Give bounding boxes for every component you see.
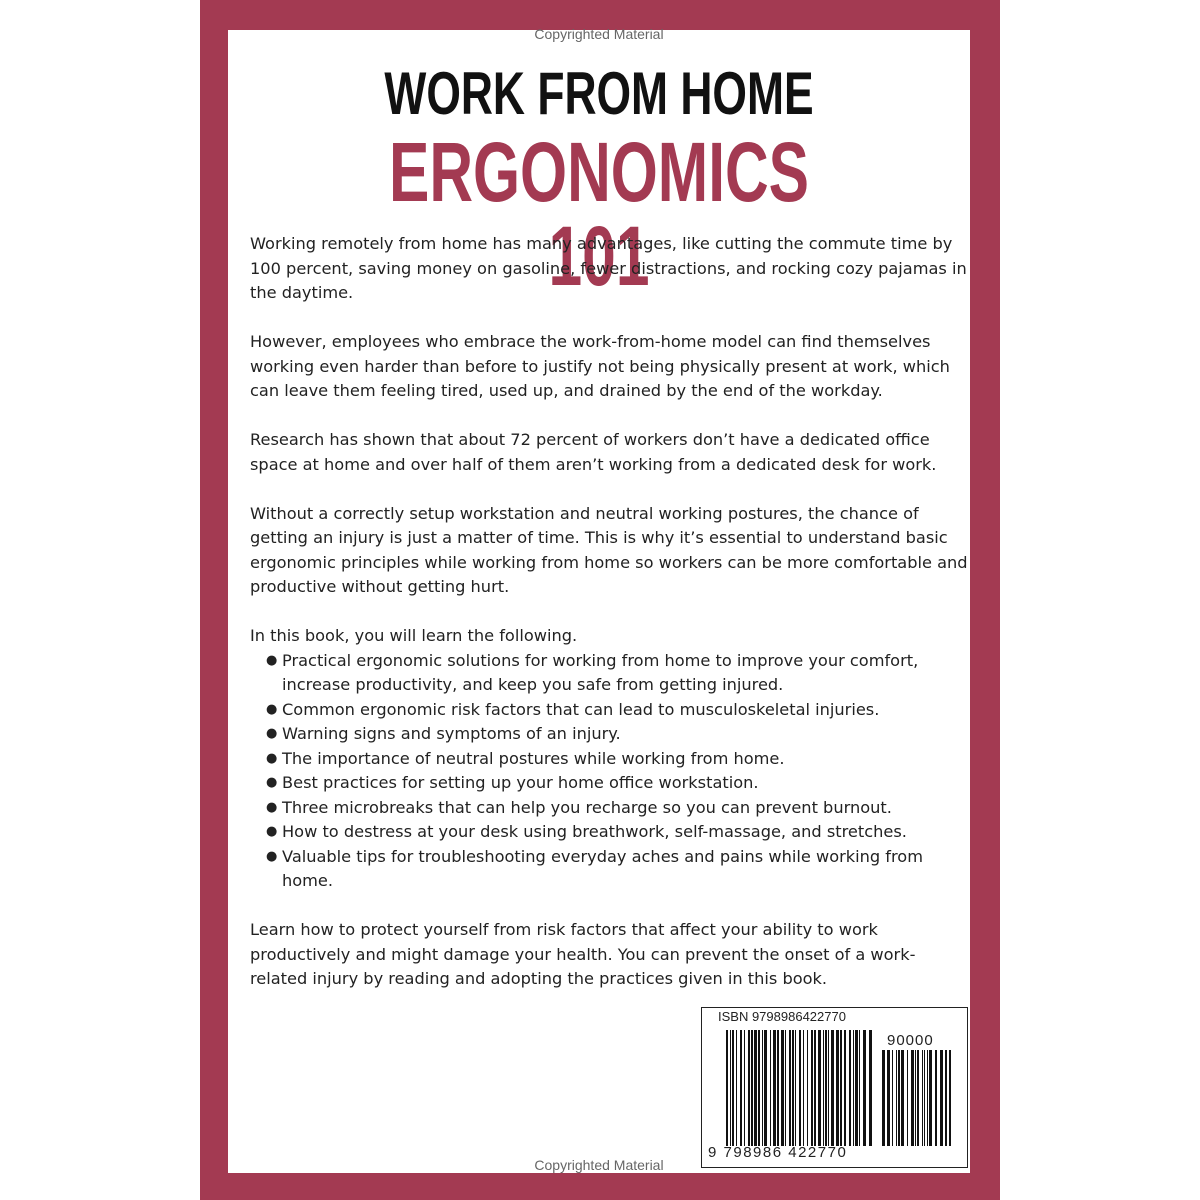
barcode-bar <box>853 1030 854 1146</box>
barcode-bar <box>836 1030 839 1146</box>
barcode-bar <box>940 1050 943 1146</box>
barcode-bar <box>859 1030 860 1146</box>
barcode-bar <box>748 1030 750 1146</box>
barcode-bar <box>818 1030 821 1146</box>
barcode-bar <box>744 1030 745 1146</box>
list-intro: In this book, you will learn the following. <box>250 626 578 645</box>
blurb <box>250 232 970 1016</box>
barcode-bar <box>726 1030 728 1146</box>
paragraph: Research has shown that about 72 percent of workers don’t have a dedicated office space at home and over half of them aren’t working from a dedicated desk for work. <box>250 430 937 474</box>
barcode-bars <box>726 1030 876 1146</box>
barcode-bar <box>825 1030 827 1146</box>
barcode-bar <box>751 1030 753 1146</box>
barcode-bar <box>887 1050 890 1146</box>
barcode-bar <box>898 1050 900 1146</box>
back-cover <box>200 0 1000 1200</box>
barcode-bar <box>811 1030 813 1146</box>
isbn-barcode <box>701 1007 968 1168</box>
barcode-bar <box>844 1030 846 1146</box>
barcode-bar <box>773 1030 776 1146</box>
barcode-bar <box>929 1050 932 1146</box>
barcode-bar <box>758 1030 760 1146</box>
list-item: ● How to destress at your desk using breathwork, self-massage, and stretches. <box>266 820 970 845</box>
barcode-bar <box>949 1050 951 1146</box>
barcode-bar <box>927 1050 928 1146</box>
barcode-bar <box>915 1050 916 1146</box>
barcode-bar <box>732 1030 734 1146</box>
barcode-bar <box>935 1050 937 1146</box>
bullet-list <box>250 649 970 894</box>
barcode-bar <box>828 1030 829 1146</box>
barcode-bar <box>924 1050 925 1146</box>
barcode-bar <box>896 1050 897 1146</box>
barcode-bar <box>740 1030 742 1146</box>
addon-barcode-bars <box>882 1050 954 1146</box>
paragraph: Working remotely from home has many advantages, like cutting the commute time by 100 percent, saving money on gasoline, fewer distractions, and rocking cozy pajamas in the daytime. <box>250 234 967 302</box>
barcode-bar <box>807 1030 808 1146</box>
barcode-bar <box>736 1030 737 1146</box>
barcode-bar <box>792 1030 794 1146</box>
title-line-1: WORK FROM HOME <box>384 60 814 127</box>
barcode-bar <box>917 1050 919 1146</box>
barcode-bar <box>785 1030 786 1146</box>
barcode-bar <box>795 1030 796 1146</box>
list-item: ● Best practices for setting up your home office workstation. <box>266 771 970 796</box>
barcode-bar <box>892 1050 893 1146</box>
barcode-bar <box>814 1030 816 1146</box>
closing-paragraph: Learn how to protect yourself from risk factors that affect your ability to work productively and might damage your health. You can prevent the onset of a work-related injury by reading and adopting the practices given in this book. <box>250 920 916 988</box>
price-code: 90000 <box>887 1032 934 1049</box>
barcode-bar <box>901 1050 904 1146</box>
barcode-bar <box>764 1030 767 1146</box>
barcode-bar <box>823 1030 824 1146</box>
barcode-bar <box>922 1050 923 1146</box>
barcode-bar <box>907 1050 908 1146</box>
barcode-bar <box>855 1030 858 1146</box>
barcode-bar <box>730 1030 731 1146</box>
barcode-bar <box>831 1030 834 1146</box>
list-item: ● Valuable tips for troubleshooting everyday aches and pains while working from home. <box>266 845 970 894</box>
list-item: ● Warning signs and symptoms of an injury. <box>266 722 970 747</box>
list-item: ● Common ergonomic risk factors that can lead to musculoskeletal injuries. <box>266 698 970 723</box>
isbn-digits: 9 798986 422770 <box>708 1144 848 1161</box>
isbn-label: ISBN 9798986422770 <box>718 1009 846 1024</box>
barcode-bar <box>863 1030 866 1146</box>
barcode-bar <box>789 1030 791 1146</box>
barcode-bar <box>762 1030 763 1146</box>
barcode-bar <box>882 1050 885 1146</box>
paragraph: Without a correctly setup workstation and neutral working postures, the chance of getting an injury is just a matter of time. This is why it’s essential to understand basic ergonomic principles while working from home so workers can be more comfortable and productive without getting hurt. <box>250 503 968 596</box>
list-item: ● Three microbreaks that can help you recharge so you can prevent burnout. <box>266 796 970 821</box>
barcode-bar <box>911 1050 914 1146</box>
cover-panel <box>228 26 970 1173</box>
title-line-2: ERGONOMICS 101 <box>388 125 810 303</box>
barcode-bar <box>770 1030 771 1146</box>
barcode-bar <box>945 1050 947 1146</box>
watermark-top: Copyrighted Material <box>534 26 664 42</box>
barcode-bar <box>840 1030 842 1146</box>
barcode-bar <box>803 1030 804 1146</box>
barcode-bar <box>754 1030 757 1146</box>
barcode-bar <box>781 1030 784 1146</box>
barcode-bar <box>799 1030 801 1146</box>
list-item: ● The importance of neutral postures while working from home. <box>266 747 970 772</box>
barcode-bar <box>869 1030 872 1146</box>
barcode-bar <box>777 1030 779 1146</box>
watermark-bottom: Copyrighted Material <box>534 1157 664 1173</box>
list-item: ● Practical ergonomic solutions for working from home to improve your comfort, increase productivity, and keep you safe from getting injured. <box>266 649 970 698</box>
paragraph: However, employees who embrace the work-from-home model can find themselves working even harder than before to justify not being physically present at work, which can leave them feeling tired, used up, and drained by the end of the workday. <box>250 332 950 400</box>
barcode-bar <box>849 1030 851 1146</box>
